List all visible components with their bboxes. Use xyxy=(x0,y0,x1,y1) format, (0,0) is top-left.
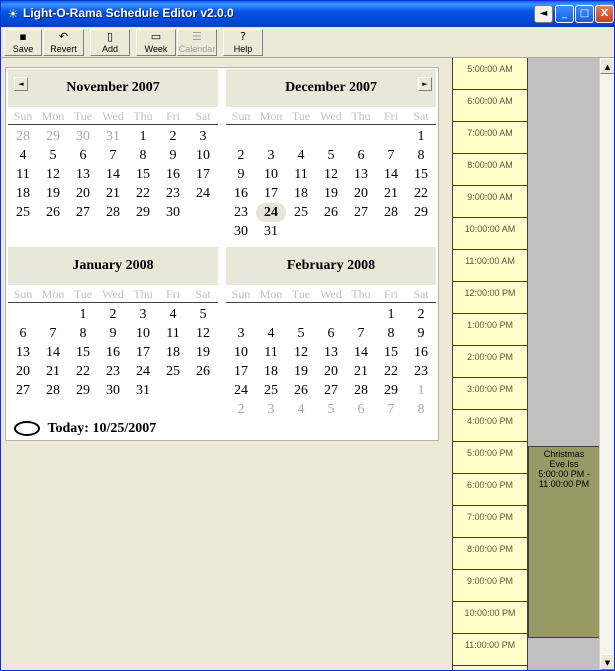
day-cell[interactable]: 1 xyxy=(79,307,87,322)
hour-row[interactable] xyxy=(453,442,527,474)
day-cell[interactable]: 15 xyxy=(136,167,150,182)
hour-label: 11:00:00 AM xyxy=(465,256,515,266)
weekday-label: Sun xyxy=(231,287,251,301)
weekday-label: Wed xyxy=(320,109,342,123)
day-grid xyxy=(226,305,436,419)
week-button[interactable] xyxy=(136,29,176,56)
day-cell[interactable]: 25 xyxy=(166,364,180,379)
day-cell[interactable]: 26 xyxy=(324,205,338,220)
day-cell[interactable]: 8 xyxy=(387,326,395,341)
day-cell[interactable]: 12 xyxy=(196,326,210,341)
weekday-label: Thu xyxy=(133,287,153,301)
day-cell[interactable]: 30 xyxy=(106,383,120,398)
help-button[interactable] xyxy=(223,29,263,56)
day-cell[interactable]: 3 xyxy=(139,307,147,322)
day-cell[interactable]: 21 xyxy=(106,186,120,201)
day-cell[interactable]: 4 xyxy=(169,307,177,322)
add-button[interactable] xyxy=(90,29,130,56)
day-cell[interactable]: 11 xyxy=(294,167,308,182)
day-cell[interactable]: 13 xyxy=(324,345,338,360)
today-circle-icon xyxy=(14,421,40,436)
day-cell[interactable]: 24 xyxy=(256,203,286,222)
day-cell[interactable]: 19 xyxy=(46,186,60,201)
event-time: 5:00:00 PM - 11:00:00 PM xyxy=(538,469,590,489)
empty-cell xyxy=(286,127,316,146)
empty-cell xyxy=(406,222,436,241)
day-cell[interactable]: 28 xyxy=(106,205,120,220)
day-cell[interactable]: 27 xyxy=(324,383,338,398)
day-cell[interactable]: 28 xyxy=(46,383,60,398)
day-cell[interactable]: 2 xyxy=(237,148,245,163)
day-cell[interactable]: 2 xyxy=(237,402,245,417)
help-label: Help xyxy=(233,44,253,54)
vertical-scrollbar[interactable] xyxy=(599,58,614,670)
lightbulb-icon: ☀ xyxy=(7,7,19,21)
day-cell[interactable]: 11 xyxy=(16,167,30,182)
empty-cell xyxy=(286,305,316,324)
hour-row[interactable] xyxy=(453,538,527,570)
day-cell[interactable]: 15 xyxy=(414,167,428,182)
hour-row[interactable] xyxy=(453,154,527,186)
day-cell[interactable]: 14 xyxy=(384,167,398,182)
day-cell[interactable]: 11 xyxy=(166,326,180,341)
empty-cell xyxy=(256,305,286,324)
revert-label: Revert xyxy=(50,44,77,54)
maximize-button[interactable]: □ xyxy=(575,5,594,23)
day-cell[interactable]: 8 xyxy=(79,326,87,341)
toolbar xyxy=(1,27,614,58)
hour-row[interactable] xyxy=(453,314,527,346)
day-cell[interactable]: 10 xyxy=(136,326,150,341)
day-cell[interactable]: 8 xyxy=(139,148,147,163)
day-cell[interactable]: 9 xyxy=(169,148,177,163)
day-cell[interactable]: 11 xyxy=(264,345,278,360)
day-cell[interactable]: 20 xyxy=(76,186,90,201)
day-cell[interactable]: 6 xyxy=(357,402,365,417)
day-cell[interactable]: 22 xyxy=(136,186,150,201)
day-cell[interactable]: 25 xyxy=(294,205,308,220)
hour-row[interactable] xyxy=(453,506,527,538)
weekday-label: Fri xyxy=(383,287,398,301)
day-cell[interactable]: 25 xyxy=(264,383,278,398)
hour-row[interactable] xyxy=(453,474,527,506)
month-title: November 2007 xyxy=(8,69,218,107)
empty-cell xyxy=(188,381,218,400)
week-label: Week xyxy=(144,44,168,54)
day-cell[interactable]: 3 xyxy=(267,402,275,417)
prev-month-button[interactable]: ◄ xyxy=(14,77,28,91)
day-cell[interactable]: 16 xyxy=(234,186,248,201)
day-cell[interactable]: 21 xyxy=(354,364,368,379)
day-cell[interactable]: 9 xyxy=(417,326,425,341)
empty-cell xyxy=(8,305,38,324)
weekday-label: Mon xyxy=(259,287,283,301)
weekday-label: Thu xyxy=(351,287,371,301)
empty-cell xyxy=(376,127,406,146)
hour-label: 5:00:00 PM xyxy=(466,448,514,458)
weekday-label: Mon xyxy=(41,287,65,301)
hour-label: 2:00:00 PM xyxy=(466,352,514,362)
hour-label: 7:00:00 PM xyxy=(466,512,514,522)
add-label: Add xyxy=(101,44,118,54)
day-cell[interactable]: 6 xyxy=(79,148,87,163)
day-cell[interactable]: 30 xyxy=(166,205,180,220)
calendar-button[interactable] xyxy=(177,29,217,56)
empty-cell xyxy=(346,127,376,146)
day-cell[interactable]: 13 xyxy=(354,167,368,182)
add-icon: ▯ xyxy=(106,30,114,43)
day-cell[interactable]: 29 xyxy=(76,383,90,398)
day-cell[interactable]: 9 xyxy=(109,326,117,341)
empty-cell xyxy=(376,222,406,241)
hour-row[interactable] xyxy=(453,570,527,602)
day-cell[interactable]: 5 xyxy=(49,148,57,163)
save-button[interactable] xyxy=(4,29,42,56)
calendar-panel xyxy=(5,67,439,441)
month-title: December 2007 xyxy=(226,69,436,107)
day-cell[interactable]: 31 xyxy=(136,383,150,398)
minimize-button[interactable]: _ xyxy=(555,5,574,23)
day-cell[interactable]: 14 xyxy=(354,345,368,360)
close-button[interactable]: X xyxy=(595,5,614,23)
day-grid xyxy=(226,127,436,241)
weekday-label: Wed xyxy=(320,287,342,301)
day-cell[interactable]: 7 xyxy=(357,326,365,341)
day-cell[interactable]: 5 xyxy=(327,402,335,417)
hour-label: 9:00:00 PM xyxy=(466,576,514,586)
day-cell[interactable]: 28 xyxy=(16,129,30,144)
weekday-label: Sun xyxy=(13,287,33,301)
day-cell[interactable]: 16 xyxy=(106,345,120,360)
day-cell[interactable]: 4 xyxy=(267,326,275,341)
window-title: Light-O-Rama Schedule Editor v2.0.0 xyxy=(23,6,234,20)
day-cell[interactable]: 14 xyxy=(106,167,120,182)
week-icon: ▭ xyxy=(150,30,162,43)
day-cell[interactable]: 7 xyxy=(387,402,395,417)
day-grid xyxy=(8,127,218,222)
day-cell[interactable]: 2 xyxy=(169,129,177,144)
hour-label: 5:00:00 AM xyxy=(467,64,513,74)
day-cell[interactable]: 30 xyxy=(76,129,90,144)
month-january-2008 xyxy=(8,247,218,423)
day-cell[interactable]: 22 xyxy=(384,364,398,379)
save-icon: ▪ xyxy=(19,30,27,43)
day-cell[interactable]: 13 xyxy=(76,167,90,182)
day-grid xyxy=(8,305,218,400)
day-cell[interactable]: 30 xyxy=(234,224,248,239)
hour-label: 1:00:00 PM xyxy=(466,320,514,330)
hour-column xyxy=(453,58,527,670)
day-cell[interactable]: 24 xyxy=(234,383,248,398)
scroll-up-button[interactable]: ▲ xyxy=(600,58,614,74)
month-february-2008 xyxy=(226,247,436,423)
hour-label: 11:00:00 PM xyxy=(464,640,516,650)
hour-row[interactable] xyxy=(453,58,527,90)
today-label: Today: 10/25/2007 xyxy=(47,420,157,436)
weekday-label: Tue xyxy=(73,109,93,123)
help-icon: ? xyxy=(240,30,246,43)
day-cell[interactable]: 6 xyxy=(357,148,365,163)
day-cell[interactable]: 29 xyxy=(136,205,150,220)
schedule-event[interactable] xyxy=(528,446,600,638)
weekday-label: Fri xyxy=(165,287,180,301)
day-cell[interactable]: 27 xyxy=(16,383,30,398)
title-bar xyxy=(1,1,614,27)
day-cell[interactable]: 13 xyxy=(16,345,30,360)
day-cell[interactable]: 31 xyxy=(106,129,120,144)
day-cell[interactable]: 24 xyxy=(196,186,210,201)
hour-row[interactable] xyxy=(453,410,527,442)
hour-label: 12:00:00 PM xyxy=(464,288,516,298)
day-cell[interactable]: 29 xyxy=(414,205,428,220)
hour-label: 10:00:00 PM xyxy=(464,608,516,618)
calendar-icon: ☰ xyxy=(192,30,202,43)
day-cell[interactable]: 10 xyxy=(234,345,248,360)
day-cell[interactable]: 21 xyxy=(46,364,60,379)
hour-row[interactable] xyxy=(453,634,527,666)
day-cell[interactable]: 6 xyxy=(19,326,27,341)
day-cell[interactable]: 5 xyxy=(199,307,207,322)
weekday-label: Wed xyxy=(102,287,124,301)
day-cell[interactable]: 3 xyxy=(199,129,207,144)
hour-row[interactable] xyxy=(453,250,527,282)
day-cell[interactable]: 26 xyxy=(46,205,60,220)
hour-row[interactable] xyxy=(453,282,527,314)
day-column[interactable] xyxy=(527,58,599,670)
day-cell[interactable]: 28 xyxy=(384,205,398,220)
month-title: January 2008 xyxy=(8,247,218,285)
day-cell[interactable]: 10 xyxy=(196,148,210,163)
weekday-label: Sat xyxy=(413,109,429,123)
day-cell[interactable]: 15 xyxy=(76,345,90,360)
day-cell[interactable]: 3 xyxy=(267,148,275,163)
day-cell[interactable]: 1 xyxy=(139,129,147,144)
hour-label: 8:00:00 AM xyxy=(467,160,513,170)
day-cell[interactable]: 23 xyxy=(106,364,120,379)
day-cell[interactable]: 31 xyxy=(264,224,278,239)
day-cell[interactable]: 1 xyxy=(387,307,395,322)
weekday-label: Tue xyxy=(291,109,311,123)
empty-cell xyxy=(226,305,256,324)
weekday-header xyxy=(226,287,436,303)
empty-cell xyxy=(286,222,316,241)
day-cell[interactable]: 8 xyxy=(417,148,425,163)
day-cell[interactable]: 29 xyxy=(384,383,398,398)
day-cell[interactable]: 17 xyxy=(196,167,210,182)
schedule-panel xyxy=(452,58,614,670)
weekday-label: Sat xyxy=(195,109,211,123)
day-cell[interactable]: 28 xyxy=(354,383,368,398)
weekday-label: Thu xyxy=(351,109,371,123)
hour-row[interactable] xyxy=(453,346,527,378)
day-cell[interactable]: 18 xyxy=(264,364,278,379)
weekday-label: Tue xyxy=(73,287,93,301)
hour-row[interactable] xyxy=(453,122,527,154)
day-cell[interactable]: 1 xyxy=(417,383,425,398)
empty-cell xyxy=(316,305,346,324)
day-cell[interactable]: 19 xyxy=(196,345,210,360)
hour-label: 10:00:00 AM xyxy=(464,224,516,234)
hour-label: 8:00:00 PM xyxy=(466,544,514,554)
day-cell[interactable]: 17 xyxy=(264,186,278,201)
day-cell[interactable]: 4 xyxy=(297,148,305,163)
day-cell[interactable]: 17 xyxy=(136,345,150,360)
day-cell[interactable]: 6 xyxy=(327,326,335,341)
empty-cell xyxy=(256,127,286,146)
day-cell[interactable]: 26 xyxy=(294,383,308,398)
weekday-label: Sat xyxy=(195,287,211,301)
day-cell[interactable]: 20 xyxy=(324,364,338,379)
hour-row[interactable] xyxy=(453,90,527,122)
weekday-label: Fri xyxy=(383,109,398,123)
empty-cell xyxy=(188,203,218,222)
empty-cell xyxy=(158,381,188,400)
empty-cell xyxy=(38,305,68,324)
hour-label: 3:00:00 PM xyxy=(466,384,514,394)
day-cell[interactable]: 5 xyxy=(297,326,305,341)
hour-row[interactable] xyxy=(453,218,527,250)
day-cell[interactable]: 27 xyxy=(76,205,90,220)
weekday-header xyxy=(8,109,218,125)
day-cell[interactable]: 16 xyxy=(166,167,180,182)
hour-row[interactable] xyxy=(453,186,527,218)
day-cell[interactable]: 1 xyxy=(417,129,425,144)
day-cell[interactable]: 22 xyxy=(414,186,428,201)
save-label: Save xyxy=(12,44,34,54)
day-cell[interactable]: 4 xyxy=(19,148,27,163)
weekday-label: Mon xyxy=(41,109,65,123)
hour-label: 6:00:00 PM xyxy=(466,480,514,490)
day-cell[interactable]: 7 xyxy=(49,326,57,341)
hour-label: 9:00:00 AM xyxy=(467,192,513,202)
empty-cell xyxy=(316,222,346,241)
month-december-2007 xyxy=(226,69,436,245)
day-cell[interactable]: 22 xyxy=(76,364,90,379)
weekday-label: Wed xyxy=(102,109,124,123)
day-cell[interactable]: 3 xyxy=(237,326,245,341)
day-cell[interactable]: 7 xyxy=(387,148,395,163)
weekday-label: Sat xyxy=(413,287,429,301)
event-name: Christmas Eve.lss xyxy=(543,449,585,469)
day-cell[interactable]: 12 xyxy=(324,167,338,182)
scroll-down-button[interactable]: ▼ xyxy=(600,654,614,670)
day-cell[interactable]: 23 xyxy=(166,186,180,201)
day-cell[interactable]: 26 xyxy=(196,364,210,379)
empty-cell xyxy=(226,127,256,146)
calendar-label: Calendar xyxy=(178,44,216,54)
weekday-label: Fri xyxy=(165,109,180,123)
hour-row[interactable] xyxy=(453,602,527,634)
month-title: February 2008 xyxy=(226,247,436,285)
day-cell[interactable]: 17 xyxy=(234,364,248,379)
weekday-header xyxy=(8,287,218,303)
weekday-label: Thu xyxy=(133,109,153,123)
day-cell[interactable]: 18 xyxy=(166,345,180,360)
day-cell[interactable]: 19 xyxy=(324,186,338,201)
day-cell[interactable]: 20 xyxy=(354,186,368,201)
empty-cell xyxy=(346,222,376,241)
day-cell[interactable]: 23 xyxy=(234,205,248,220)
next-month-button[interactable]: ► xyxy=(418,77,432,91)
empty-cell xyxy=(346,305,376,324)
revert-button[interactable] xyxy=(43,29,84,56)
hour-label: 6:00:00 AM xyxy=(467,96,513,106)
day-cell[interactable]: 2 xyxy=(417,307,425,322)
day-cell[interactable]: 12 xyxy=(46,167,60,182)
day-cell[interactable]: 19 xyxy=(294,364,308,379)
day-cell[interactable]: 2 xyxy=(109,307,117,322)
day-cell[interactable]: 7 xyxy=(109,148,117,163)
day-cell[interactable]: 8 xyxy=(417,402,425,417)
day-cell[interactable]: 25 xyxy=(16,205,30,220)
weekday-header xyxy=(226,109,436,125)
day-cell[interactable]: 15 xyxy=(384,345,398,360)
day-cell[interactable]: 10 xyxy=(264,167,278,182)
day-cell[interactable]: 18 xyxy=(16,186,30,201)
day-cell[interactable]: 21 xyxy=(384,186,398,201)
day-cell[interactable]: 20 xyxy=(16,364,30,379)
day-cell[interactable]: 23 xyxy=(414,364,428,379)
day-cell[interactable]: 16 xyxy=(414,345,428,360)
hour-row[interactable] xyxy=(453,378,527,410)
title-arrow-button[interactable]: ◄ xyxy=(534,5,553,23)
day-cell[interactable]: 14 xyxy=(46,345,60,360)
day-cell[interactable]: 18 xyxy=(294,186,308,201)
weekday-label: Sun xyxy=(13,109,33,123)
day-cell[interactable]: 9 xyxy=(237,167,245,182)
day-cell[interactable]: 5 xyxy=(327,148,335,163)
day-cell[interactable]: 12 xyxy=(294,345,308,360)
day-cell[interactable]: 29 xyxy=(46,129,60,144)
today-link[interactable] xyxy=(14,420,156,440)
weekday-label: Mon xyxy=(259,109,283,123)
revert-icon: ↶ xyxy=(58,30,69,43)
day-cell[interactable]: 27 xyxy=(354,205,368,220)
hour-label: 7:00:00 AM xyxy=(467,128,513,138)
weekday-label: Tue xyxy=(291,287,311,301)
month-november-2007 xyxy=(8,69,218,245)
weekday-label: Sun xyxy=(231,109,251,123)
day-cell[interactable]: 4 xyxy=(297,402,305,417)
day-cell[interactable]: 24 xyxy=(136,364,150,379)
hour-label: 4:00:00 PM xyxy=(466,416,514,426)
empty-cell xyxy=(316,127,346,146)
